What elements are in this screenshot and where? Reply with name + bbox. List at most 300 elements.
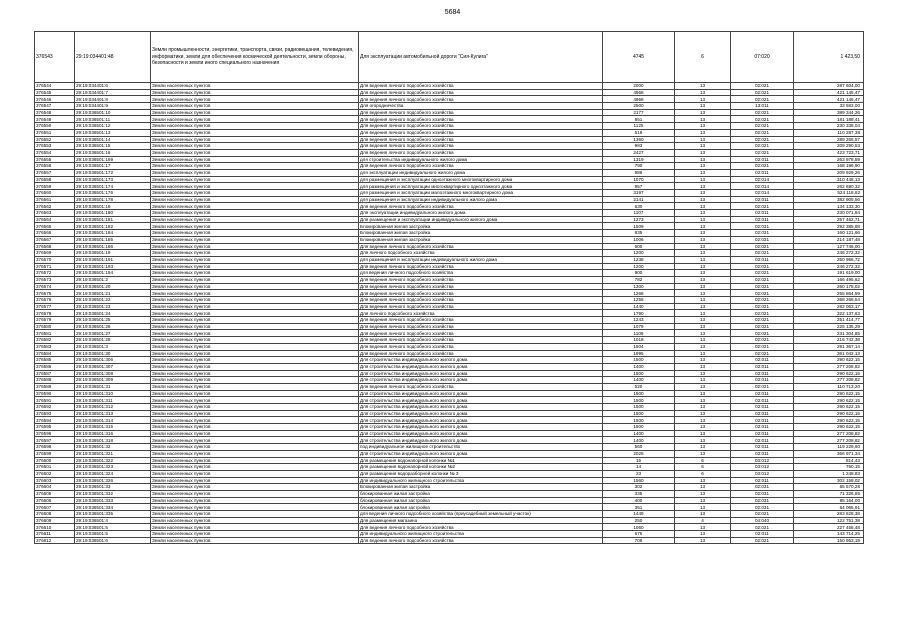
cell-land-category: Земли населенных пунктов (151, 517, 359, 524)
cell-code: 02:021 (731, 310, 794, 317)
cell-area: 2500 (603, 103, 675, 110)
table-row (35, 149, 864, 156)
cell-cadastral-value: 230 071,84 (794, 210, 864, 217)
cell-cadastral-number: 29:19:036501:19 (75, 250, 151, 257)
cell-permitted-use: Для ведения личного подсобного хозяйства (359, 383, 603, 390)
cell-id: 376595 (35, 424, 75, 431)
cell-land-category: Земли населенных пунктов (151, 477, 359, 484)
cell-code: 02:011 (731, 410, 794, 417)
cell-land-category: Земли населенных пунктов (151, 183, 359, 190)
cell-permitted-use: Для ведения личного подсобного хозяйства (359, 283, 603, 290)
cell-cadastral-value: 283 628,38 (794, 511, 864, 518)
cell-code: 07:020 (731, 32, 794, 83)
cell-id: 376596 (35, 430, 75, 437)
cell-cadastral-number: 29:19:036501:16 (75, 149, 151, 156)
cell-land-category: Земли населенных пунктов (151, 263, 359, 270)
cell-code: 02:021 (731, 337, 794, 344)
cell-cadastral-number: 29:19:036501:322 (75, 457, 151, 464)
cell-code: 03:012 (731, 457, 794, 464)
cell-cadastral-value: 268 268,54 (794, 297, 864, 304)
cell-permitted-use: Для индивидуального жилищного строительства (359, 531, 603, 538)
cell-land-category: Земли населенных пунктов (151, 330, 359, 337)
cell-area: 2141 (603, 196, 675, 203)
cell-cadastral-value: 290 622,15 (794, 410, 864, 417)
cell-cadastral-value: 110 287,38 (794, 129, 864, 136)
cell-group: 13 (675, 524, 731, 531)
cell-code: 02:011 (731, 370, 794, 377)
cell-cadastral-number: 29:19:036501:311 (75, 397, 151, 404)
cell-id: 376590 (35, 390, 75, 397)
cell-permitted-use: Для ведения личного подсобного хозяйства (359, 337, 603, 344)
cell-cadastral-number: 29:19:036501:169 (75, 156, 151, 163)
cell-area: 709 (603, 537, 675, 544)
cell-cadastral-number: 29:19:034401:6 (75, 83, 151, 90)
table-row (35, 484, 864, 491)
cell-cadastral-value: 127 746,00 (794, 243, 864, 250)
cell-land-category: Земли населенных пунктов (151, 377, 359, 384)
cell-permitted-use: Для размещения водоразборной колонки № 3 (359, 470, 603, 477)
cell-land-category: Земли населенных пунктов (151, 430, 359, 437)
cell-land-category: Земли населенных пунктов (151, 323, 359, 330)
table-row (35, 123, 864, 130)
cell-permitted-use: для размещения и эксплуатации индивидуального жилого дома (359, 196, 603, 203)
cell-cadastral-value: 134 133,30 (794, 203, 864, 210)
cell-land-category: Земли населенных пунктов (151, 511, 359, 518)
cell-cadastral-number: 29:19:036501:184 (75, 230, 151, 237)
cell-land-category: Земли населенных пунктов (151, 457, 359, 464)
cell-permitted-use: Для эксплуатации индивидуального жилого дома (359, 210, 603, 217)
cell-area: 1109 (603, 330, 675, 337)
cell-id: 376572 (35, 270, 75, 277)
table-row (35, 370, 864, 377)
cell-area: 957 (603, 183, 675, 190)
cell-permitted-use: Для ведения личного подсобного хозяйства (359, 350, 603, 357)
cell-area: 986 (603, 169, 675, 176)
cell-area: 1400 (603, 430, 675, 437)
cell-area: 1006 (603, 236, 675, 243)
cell-group: 13 (675, 223, 731, 230)
cell-group: 13 (675, 303, 731, 310)
cell-group: 13 (675, 337, 731, 344)
cell-permitted-use: для размещения и эксплуатации одноэтажного многоквартирного дома (359, 176, 603, 183)
cell-land-category: Земли населенных пунктов (151, 357, 359, 364)
cell-cadastral-number: 29:19:036501:6 (75, 537, 151, 544)
cell-id: 376549 (35, 116, 75, 123)
cell-land-category: Земли населенных пунктов (151, 337, 359, 344)
cell-cadastral-number: 29:19:036501:173 (75, 176, 151, 183)
cell-cadastral-value: 191 619,00 (794, 270, 864, 277)
cell-cadastral-number: 29:19:036501:313 (75, 410, 151, 417)
cell-land-category: Земли населенных пунктов (151, 490, 359, 497)
cell-cadastral-value: 760,15 (794, 464, 864, 471)
cell-permitted-use: Для ведения личного подсобного хозяйства (359, 96, 603, 103)
cell-permitted-use: Для ведения личного подсобного хозяйства (359, 323, 603, 330)
cell-cadastral-value: 255 864,59 (794, 290, 864, 297)
cell-code: 02:011 (731, 377, 794, 384)
cell-id: 376583 (35, 343, 75, 350)
cell-cadastral-value: 322 137,63 (794, 310, 864, 317)
cell-code: 02:021 (731, 524, 794, 531)
cell-land-category: Земли населенных пунктов (151, 129, 359, 136)
cell-area: 983 (603, 143, 675, 150)
cell-cadastral-value: 260 175,02 (794, 283, 864, 290)
cell-cadastral-number: 29:19:036501:318 (75, 437, 151, 444)
cell-cadastral-number: 29:19:036501:10 (75, 109, 151, 116)
cell-group: 13 (675, 190, 731, 197)
table-row (35, 404, 864, 411)
cell-id: 376555 (35, 156, 75, 163)
cell-permitted-use: Для строительства индивидуального жилого дома (359, 390, 603, 397)
cell-cadastral-value: 181 188,41 (794, 116, 864, 123)
cell-group: 13 (675, 504, 731, 511)
cell-id: 376568 (35, 243, 75, 250)
cell-permitted-use: для ведения личного подсобного хозяйства (359, 270, 603, 277)
cell-cadastral-value: 250 956,72 (794, 256, 864, 263)
cell-cadastral-value: 150 953,19 (794, 537, 864, 544)
cell-cadastral-number: 29:19:036501:310 (75, 390, 151, 397)
table-row (35, 531, 864, 538)
cell-permitted-use: Для ведения личного подсобного хозяйства (359, 330, 603, 337)
cell-permitted-use: для размещения и эксплуатации малоэтажного многоквартирного дома (359, 190, 603, 197)
cell-area: 1500 (603, 417, 675, 424)
cell-permitted-use: Для ведения личного подсобного хозяйства (359, 290, 603, 297)
cell-land-category: Земли населенных пунктов (151, 149, 359, 156)
cell-code: 02:011 (731, 531, 794, 538)
cell-cadastral-value: 227 458,48 (794, 524, 864, 531)
table-row (35, 430, 864, 437)
table-row (35, 210, 864, 217)
cell-cadastral-value: 287 604,00 (794, 83, 864, 90)
cell-code: 02:011 (731, 357, 794, 364)
cell-group: 6 (675, 464, 731, 471)
cell-land-category: Земли населенных пунктов (151, 250, 359, 257)
cell-permitted-use: Для строительства индивидуального жилого дома (359, 424, 603, 431)
cell-group: 13 (675, 377, 731, 384)
cell-land-category: Земли населенных пунктов (151, 390, 359, 397)
cell-code: 03:012 (731, 464, 794, 471)
cell-permitted-use: для размещения и эксплуатации многоквартирного одноэтажного дома (359, 183, 603, 190)
cell-area: 250 (603, 517, 675, 524)
cell-land-category: Земли населенных пунктов (151, 83, 359, 90)
cell-area: 1500 (603, 404, 675, 411)
cell-group: 13 (675, 243, 731, 250)
table-row (35, 196, 864, 203)
cell-cadastral-number: 29:19:036501:176 (75, 190, 151, 197)
cell-group: 13 (675, 531, 731, 538)
table-row (35, 310, 864, 317)
table-row (35, 363, 864, 370)
cell-code: 02:011 (731, 363, 794, 370)
cell-cadastral-number: 29:19:036501:186 (75, 243, 151, 250)
cell-cadastral-value: 168 196,90 (794, 163, 864, 170)
cell-land-category: Земли населенных пунктов (151, 497, 359, 504)
cell-cadastral-value: 1 248,83 (794, 470, 864, 477)
cell-group: 13 (675, 116, 731, 123)
table-row (35, 517, 864, 524)
cell-area: 675 (603, 531, 675, 538)
cell-cadastral-value: 122 751,38 (794, 517, 864, 524)
cell-cadastral-number: 29:19:034401:8 (75, 96, 151, 103)
cell-cadastral-number: 29:19:036501:20 (75, 283, 151, 290)
cell-code: 02:014 (731, 176, 794, 183)
table-row (35, 32, 864, 83)
table-row (35, 283, 864, 290)
cell-group: 13 (675, 404, 731, 411)
cell-id: 376602 (35, 470, 75, 477)
cell-id: 376605 (35, 490, 75, 497)
cell-permitted-use: Для строительства индивидуального жилого дома (359, 363, 603, 370)
cell-group: 6 (675, 32, 731, 83)
cell-code: 02:011 (731, 437, 794, 444)
table-row (35, 317, 864, 324)
cell-area: 1790 (603, 310, 675, 317)
cell-land-category: Земли населенных пунктов (151, 270, 359, 277)
cell-permitted-use: Для строительства индивидуального жилого дома (359, 450, 603, 457)
cell-code: 13:011 (731, 103, 794, 110)
cell-area: 1319 (603, 156, 675, 163)
cell-id: 376574 (35, 283, 75, 290)
cell-group: 13 (675, 290, 731, 297)
table-row (35, 216, 864, 223)
cell-cadastral-number: 29:19:036501:172 (75, 169, 151, 176)
cell-cadastral-value: 71 326,85 (794, 490, 864, 497)
cell-code: 02:021 (731, 317, 794, 324)
cell-cadastral-number: 29:19:036501:194 (75, 270, 151, 277)
cell-group: 13 (675, 216, 731, 223)
cell-id: 376606 (35, 497, 75, 504)
cell-permitted-use: Для ведения личного подсобного хозяйства (359, 109, 603, 116)
cell-land-category: Земли населенных пунктов (151, 256, 359, 263)
cell-cadastral-number: 29:19:036501:14 (75, 136, 151, 143)
cell-code: 02:021 (731, 323, 794, 330)
cell-land-category: Земли населенных пунктов (151, 156, 359, 163)
cell-id: 376550 (35, 123, 75, 130)
cell-code: 02:011 (731, 210, 794, 217)
cell-area: 835 (603, 230, 675, 237)
cell-area: 1360 (603, 136, 675, 143)
table-row (35, 383, 864, 390)
table-row (35, 143, 864, 150)
cell-group: 13 (675, 203, 731, 210)
cell-permitted-use: Для ведения личного подсобного хозяйства (359, 129, 603, 136)
cell-code: 02:021 (731, 123, 794, 130)
cell-group: 13 (675, 297, 731, 304)
cell-permitted-use: Для строительства индивидуального жилого дома (359, 357, 603, 364)
table-row (35, 450, 864, 457)
cell-cadastral-number: 29:19:036501:27 (75, 330, 151, 337)
cell-land-category: Земли населенных пунктов (151, 136, 359, 143)
table-row (35, 464, 864, 471)
cell-id: 376552 (35, 136, 75, 143)
cell-code: 02:011 (731, 430, 794, 437)
cell-cadastral-value: 421 145,47 (794, 96, 864, 103)
cell-cadastral-number: 29:19:036501:326 (75, 477, 151, 484)
cell-code: 02:031 (731, 230, 794, 237)
cell-area: 600 (603, 243, 675, 250)
cadastral-value-table (34, 31, 864, 544)
table-row (35, 444, 864, 451)
cell-id: 376559 (35, 183, 75, 190)
cell-cadastral-value: 110 713,20 (794, 383, 864, 390)
cell-area: 1995 (603, 350, 675, 357)
cell-code: 02:011 (731, 424, 794, 431)
table-row (35, 176, 864, 183)
cell-permitted-use: Для размещения магазина (359, 517, 603, 524)
cell-permitted-use: Для ведения личного подсобного хозяйства (359, 116, 603, 123)
cell-id: 376564 (35, 216, 75, 223)
cell-code: 02:031 (731, 236, 794, 243)
cell-id: 376563 (35, 210, 75, 217)
table-row (35, 357, 864, 364)
cell-id: 376585 (35, 357, 75, 364)
cell-cadastral-value: 366 971,34 (794, 450, 864, 457)
table-row (35, 163, 864, 170)
cell-code: 02:031 (731, 497, 794, 504)
cell-land-category: Земли населенных пунктов (151, 190, 359, 197)
cell-cadastral-value: 382 905,56 (794, 196, 864, 203)
cell-id: 376600 (35, 457, 75, 464)
table-row (35, 263, 864, 270)
cell-cadastral-number: 29:19:036501:31 (75, 383, 151, 390)
cell-permitted-use: Для ведения личного подсобного хозяйства (359, 524, 603, 531)
cell-cadastral-value: 290 622,15 (794, 397, 864, 404)
cell-id: 376571 (35, 263, 75, 270)
cell-area: 782 (603, 276, 675, 283)
cell-cadastral-value: 214 187,48 (794, 236, 864, 243)
cell-area: 2025 (603, 450, 675, 457)
cell-cadastral-value: 524 118,62 (794, 190, 864, 197)
table-row (35, 250, 864, 257)
cell-group: 13 (675, 250, 731, 257)
cell-id: 376557 (35, 169, 75, 176)
cell-code: 02:021 (731, 303, 794, 310)
table-row (35, 183, 864, 190)
cell-permitted-use: блокированная жилая застройка (359, 490, 603, 497)
cell-group: 13 (675, 236, 731, 243)
cell-code: 02:021 (731, 511, 794, 518)
cell-id: 376547 (35, 103, 75, 110)
cell-cadastral-number: 29:19:036501:4 (75, 517, 151, 524)
cell-cadastral-number: 29:19:036501:174 (75, 183, 151, 190)
cell-land-category: Земли населенных пунктов (151, 383, 359, 390)
cell-cadastral-number: 29:19:036501:309 (75, 377, 151, 384)
table-row (35, 297, 864, 304)
cell-id: 376591 (35, 397, 75, 404)
cell-area: 1560 (603, 477, 675, 484)
cell-cadastral-number: 29:19:036501:2 (75, 276, 151, 283)
cell-cadastral-number: 29:19:036501:3 (75, 343, 151, 350)
cell-code: 02:021 (731, 263, 794, 270)
cell-land-category: Земли населенных пунктов (151, 397, 359, 404)
cell-cadastral-value: 289 266,57 (794, 136, 864, 143)
cell-land-category: Земли населенных пунктов (151, 109, 359, 116)
cell-code: 02:011 (731, 169, 794, 176)
cell-id: 376548 (35, 109, 75, 116)
cell-group: 13 (675, 484, 731, 491)
table-row (35, 330, 864, 337)
table-row (35, 424, 864, 431)
cell-permitted-use: Для ведения личного подсобного хозяйства (359, 303, 603, 310)
cell-group: 13 (675, 323, 731, 330)
cell-code: 02:014 (731, 183, 794, 190)
cell-cadastral-value: 65 570,28 (794, 484, 864, 491)
cell-area: 2427 (603, 149, 675, 156)
cell-cadastral-number: 29:19:036501:24 (75, 310, 151, 317)
table-row (35, 223, 864, 230)
cell-id: 376586 (35, 363, 75, 370)
cell-land-category: Земли населенных пунктов (151, 89, 359, 96)
cell-land-category: Земли населенных пунктов (151, 484, 359, 491)
table-row (35, 190, 864, 197)
cell-land-category: Земли населенных пунктов (151, 143, 359, 150)
cell-group: 13 (675, 196, 731, 203)
cell-code: 02:011 (731, 196, 794, 203)
cell-code: 02:031 (731, 490, 794, 497)
cell-id: 376588 (35, 377, 75, 384)
cell-cadastral-value: 277 208,82 (794, 430, 864, 437)
cell-id: 376607 (35, 504, 75, 511)
cell-land-category: Земли населенных пунктов (151, 103, 359, 110)
cell-permitted-use: Для строительства индивидуального жилого дома (359, 430, 603, 437)
cell-permitted-use: Для ведения личного подсобного хозяйства (359, 343, 603, 350)
table-row (35, 377, 864, 384)
cell-group: 6 (675, 457, 731, 464)
cell-permitted-use: Для строительства индивидуального жилого дома (359, 397, 603, 404)
cell-land-category: Земли населенных пунктов (151, 116, 359, 123)
cell-land-category: Земли населенных пунктов (151, 450, 359, 457)
cell-area: 4968 (603, 96, 675, 103)
cell-cadastral-value: 389 344,26 (794, 109, 864, 116)
cell-land-category: Земли населенных пунктов (151, 290, 359, 297)
cell-area: 2177 (603, 109, 675, 116)
cell-id: 376556 (35, 163, 75, 170)
cell-group: 6 (675, 470, 731, 477)
cell-id: 376573 (35, 276, 75, 283)
cell-cadastral-value: 143 714,25 (794, 531, 864, 538)
cell-cadastral-number: 29:19:036501:5 (75, 524, 151, 531)
cell-code: 02:011 (731, 397, 794, 404)
cell-area: 1504 (603, 343, 675, 350)
cell-area: 302 (603, 484, 675, 491)
cell-group: 13 (675, 123, 731, 130)
cell-land-category: Земли населенных пунктов (151, 96, 359, 103)
cell-land-category: Земли населенных пунктов (151, 169, 359, 176)
cell-code: 02:021 (731, 89, 794, 96)
cell-cadastral-number: 29:19:036501:321 (75, 450, 151, 457)
cell-code: 02:021 (731, 143, 794, 150)
cell-code: 02:021 (731, 290, 794, 297)
cell-code: 02:021 (731, 250, 794, 257)
cell-area: 630 (603, 203, 675, 210)
cell-area: 1500 (603, 357, 675, 364)
cell-cadastral-value: 230 338,04 (794, 123, 864, 130)
cell-code: 02:011 (731, 444, 794, 451)
cell-land-category: Земли населенных пунктов (151, 444, 359, 451)
cell-area: 1243 (603, 317, 675, 324)
cell-group: 13 (675, 89, 731, 96)
cell-land-category: Земли населенных пунктов (151, 276, 359, 283)
cell-group: 13 (675, 283, 731, 290)
cell-permitted-use: блокированная жилая застройка (359, 497, 603, 504)
cell-group: 13 (675, 437, 731, 444)
table-row (35, 417, 864, 424)
cell-permitted-use: Для размещения водонапорной колонки №1 (359, 457, 603, 464)
cell-cadastral-value: 251 414,77 (794, 317, 864, 324)
cell-area: 1400 (603, 437, 675, 444)
cell-group: 13 (675, 417, 731, 424)
cell-group: 13 (675, 103, 731, 110)
cell-land-category: Земли населенных пунктов (151, 404, 359, 411)
